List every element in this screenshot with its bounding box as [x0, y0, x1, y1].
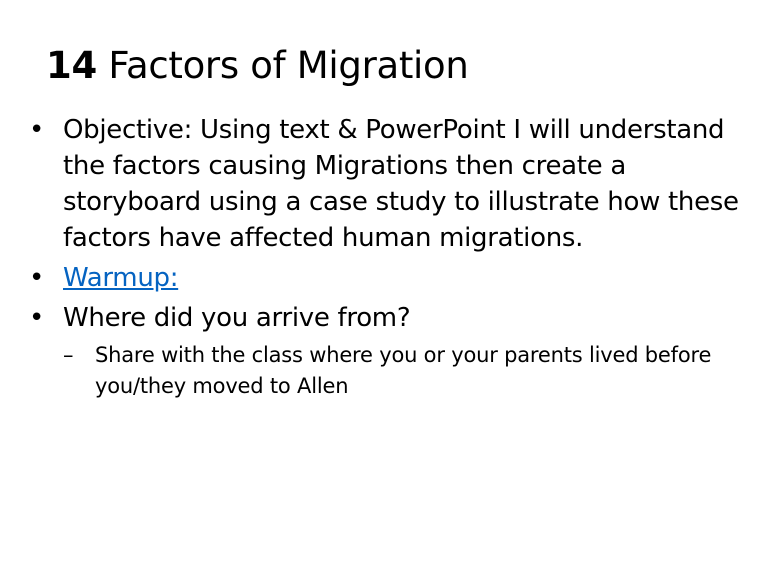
title-text: Factors of Migration [108, 44, 469, 87]
share-text: Share with the class where you or your parents lived before you/they moved to Allen [95, 343, 712, 398]
bullet-marker: • [29, 263, 45, 293]
bullet-warmup [27, 260, 752, 296]
title-number: 14 [46, 44, 97, 87]
slide-title [46, 44, 469, 88]
bullet-marker: • [29, 303, 45, 333]
bullet-marker: • [29, 115, 45, 145]
objective-text: Objective: Using text & PowerPoint I will understand the factors causing Migrations then create a storyboard using a case study to illustrate how these factors have affected human migrations. [63, 115, 739, 253]
sub-bullet-marker: – [63, 343, 74, 367]
warmup-link[interactable]: Warmup: [63, 263, 179, 293]
slide-body [27, 112, 752, 402]
bullet-objective [27, 112, 752, 256]
question-text: Where did you arrive from? [63, 303, 411, 333]
bullet-question [27, 300, 752, 336]
sub-bullet-share [27, 340, 752, 402]
